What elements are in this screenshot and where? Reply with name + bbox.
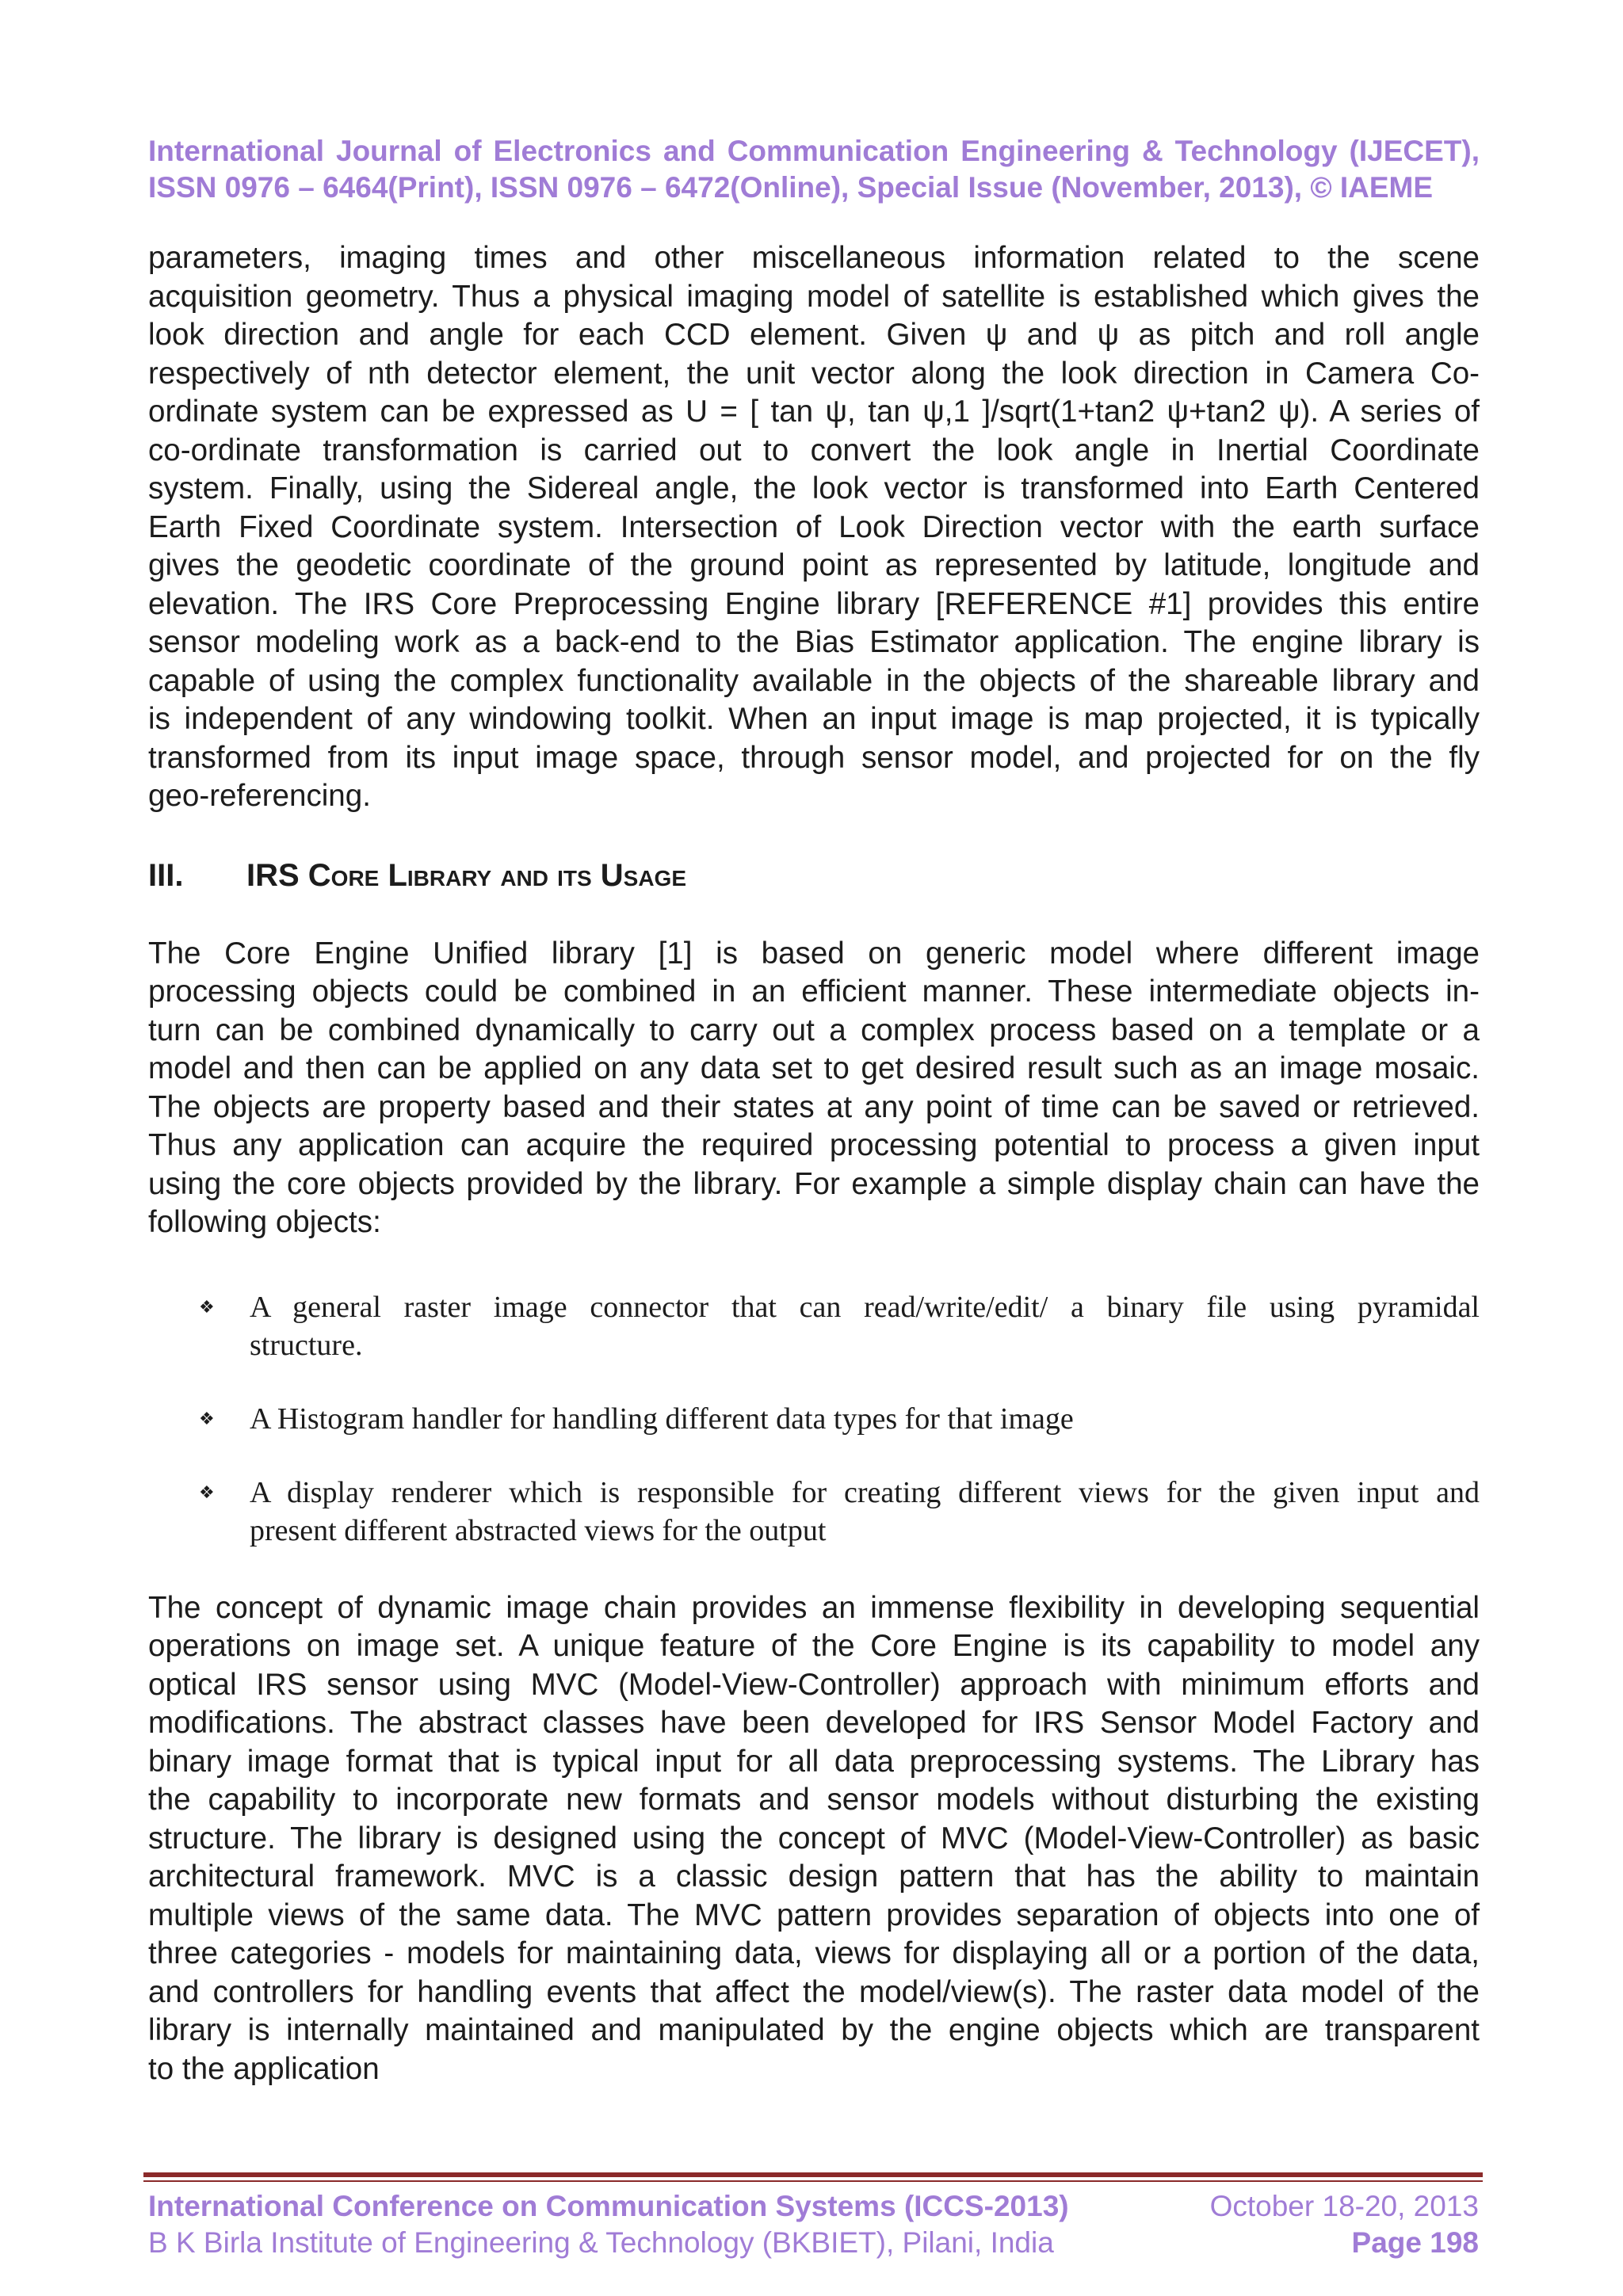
text-line: elevation. The IRS Core Preprocessing Engine library [REFERENCE #1] provides this entire xyxy=(148,586,1480,621)
text-line: model and then can be applied on any data set to get desired result such as an image mosaic. xyxy=(148,1051,1480,1085)
text-line: turn can be combined dynamically to carry out a complex process based on a template or a xyxy=(148,1013,1480,1047)
section-title: IRS Core Library and its Usage xyxy=(246,857,686,893)
text-line: optical IRS sensor using MVC (Model-View-Controller) approach with minimum efforts and xyxy=(148,1667,1480,1702)
text-line: The objects are property based and their states at any point of time can be saved or retrieved. xyxy=(148,1089,1480,1124)
paragraph-dynamic-chain xyxy=(148,1589,1480,2089)
footer-page-info xyxy=(1210,2188,1479,2261)
list-item xyxy=(148,1400,1480,1438)
section-heading xyxy=(148,856,1480,895)
text-line: multiple views of the same data. The MVC pattern provides separation of objects into one of xyxy=(148,1897,1480,1932)
text-line: Thus any application can acquire the required processing potential to process a given input xyxy=(148,1128,1480,1162)
diamond-bullet-icon: ❖ xyxy=(199,1296,215,1317)
text-line: system. Finally, using the Sidereal angle, the look vector is transformed into Earth Centered xyxy=(148,471,1480,505)
text-line: is independent of any windowing toolkit. When an input image is map projected, it is typically xyxy=(148,702,1480,736)
text-line: A display renderer which is responsible for creating different views for the given input and xyxy=(250,1475,1480,1509)
text-line: The Core Engine Unified library [1] is based on generic model where different image xyxy=(148,936,1480,971)
text-line: The concept of dynamic image chain provides an immense flexibility in developing sequential xyxy=(148,1590,1480,1625)
diamond-bullet-icon: ❖ xyxy=(199,1482,215,1502)
text-line: using the core objects provided by the library. For example a simple display chain can have the xyxy=(148,1166,1480,1201)
text-line: binary image format that is typical input for all data preprocessing systems. The Library has xyxy=(148,1744,1480,1779)
text-line: capable of using the complex functionality available in the objects of the shareable library and xyxy=(148,663,1480,698)
text-line: library is internally maintained and manipulated by the engine objects which are transparent xyxy=(148,2013,1480,2047)
text-line: operations on image set. A unique feature of the Core Engine is its capability to model any xyxy=(148,1629,1480,1663)
journal-header-line-2: ISSN 0976 – 6464(Print), ISSN 0976 – 6472(Online), Special Issue (November, 2013), © IAEME xyxy=(148,171,1434,204)
text-line: acquisition geometry. Thus a physical imaging model of satellite is established which gives the xyxy=(148,279,1480,314)
diamond-bullet-icon: ❖ xyxy=(199,1408,215,1428)
text-line: transformed from its input image space, through sensor model, and projected for on the fly xyxy=(148,740,1480,775)
text-line: following objects: xyxy=(148,1205,381,1239)
text-line: geo-referencing. xyxy=(148,779,371,813)
text-line: parameters, imaging times and other miscellaneous information related to the scene xyxy=(148,241,1480,275)
list-item xyxy=(148,1288,1480,1364)
footer-conference-info xyxy=(148,2188,1069,2261)
section-number: III. xyxy=(148,857,184,893)
list-item-text xyxy=(250,1400,1480,1438)
journal-header xyxy=(148,133,1480,206)
footer-institute-name: B K Birla Institute of Engineering & Technology (BKBIET), Pilani, India xyxy=(148,2226,1054,2259)
text-line: processing objects could be combined in an efficient manner. These intermediate objects in- xyxy=(148,974,1480,1009)
paragraph-core-library xyxy=(148,935,1480,1242)
text-line: sensor modeling work as a back-end to the Bias Estimator application. The engine library is xyxy=(148,625,1480,659)
text-line: A general raster image connector that can read/write/edit/ a binary file using pyramidal xyxy=(250,1290,1480,1324)
text-line: architectural framework. MVC is a classic design pattern that has the ability to maintain xyxy=(148,1859,1480,1894)
object-list xyxy=(148,1288,1480,1550)
text-line: three categories - models for maintaining data, views for displaying all or a portion of the data, xyxy=(148,1936,1480,1970)
text-line: and controllers for handling events that affect the model/view(s). The raster data model of the xyxy=(148,1974,1480,2009)
list-item xyxy=(148,1474,1480,1550)
text-line: structure. The library is designed using the concept of MVC (Model-View-Controller) as basic xyxy=(148,1821,1480,1855)
footer-date: October 18-20, 2013 xyxy=(1209,2190,1479,2222)
text-line: structure. xyxy=(250,1328,363,1362)
page-body xyxy=(148,239,1480,2088)
list-item-text xyxy=(250,1474,1480,1550)
text-line: Earth Fixed Coordinate system. Intersection of Look Direction vector with the earth surface xyxy=(148,509,1480,544)
text-line: to the application xyxy=(148,2051,380,2086)
text-line: present different abstracted views for the output xyxy=(250,1513,827,1547)
text-line: ordinate system can be expressed as U = [ tan ψ, tan ψ,1 ]/sqrt(1+tan2 ψ+tan2 ψ). A series of xyxy=(148,395,1480,429)
text-line: gives the geodetic coordinate of the ground point as represented by latitude, longitude and xyxy=(148,548,1480,582)
text-line: modifications. The abstract classes have been developed for IRS Sensor Model Factory and xyxy=(148,1706,1480,1740)
footer-divider xyxy=(143,2172,1483,2182)
journal-header-line-1: International Journal of Electronics and Communication Engineering & Technology (IJECET), xyxy=(148,135,1480,167)
text-line: A Histogram handler for handling different data types for that image xyxy=(250,1402,1074,1436)
text-line: the capability to incorporate new formats and sensor models without disturbing the existing xyxy=(148,1783,1480,1817)
text-line: co-ordinate transformation is carried out to convert the look angle in Inertial Coordinate xyxy=(148,433,1480,467)
footer-page-number: Page 198 xyxy=(1351,2226,1479,2259)
text-line: look direction and angle for each CCD element. Given ψ and ψ as pitch and roll angle xyxy=(148,318,1480,352)
footer-conference-name: International Conference on Communication Systems (ICCS-2013) xyxy=(148,2190,1069,2222)
paragraph-sensor-model xyxy=(148,239,1480,816)
list-item-text xyxy=(250,1288,1480,1364)
text-line: respectively of nth detector element, the unit vector along the look direction in Camera Co- xyxy=(148,356,1480,391)
